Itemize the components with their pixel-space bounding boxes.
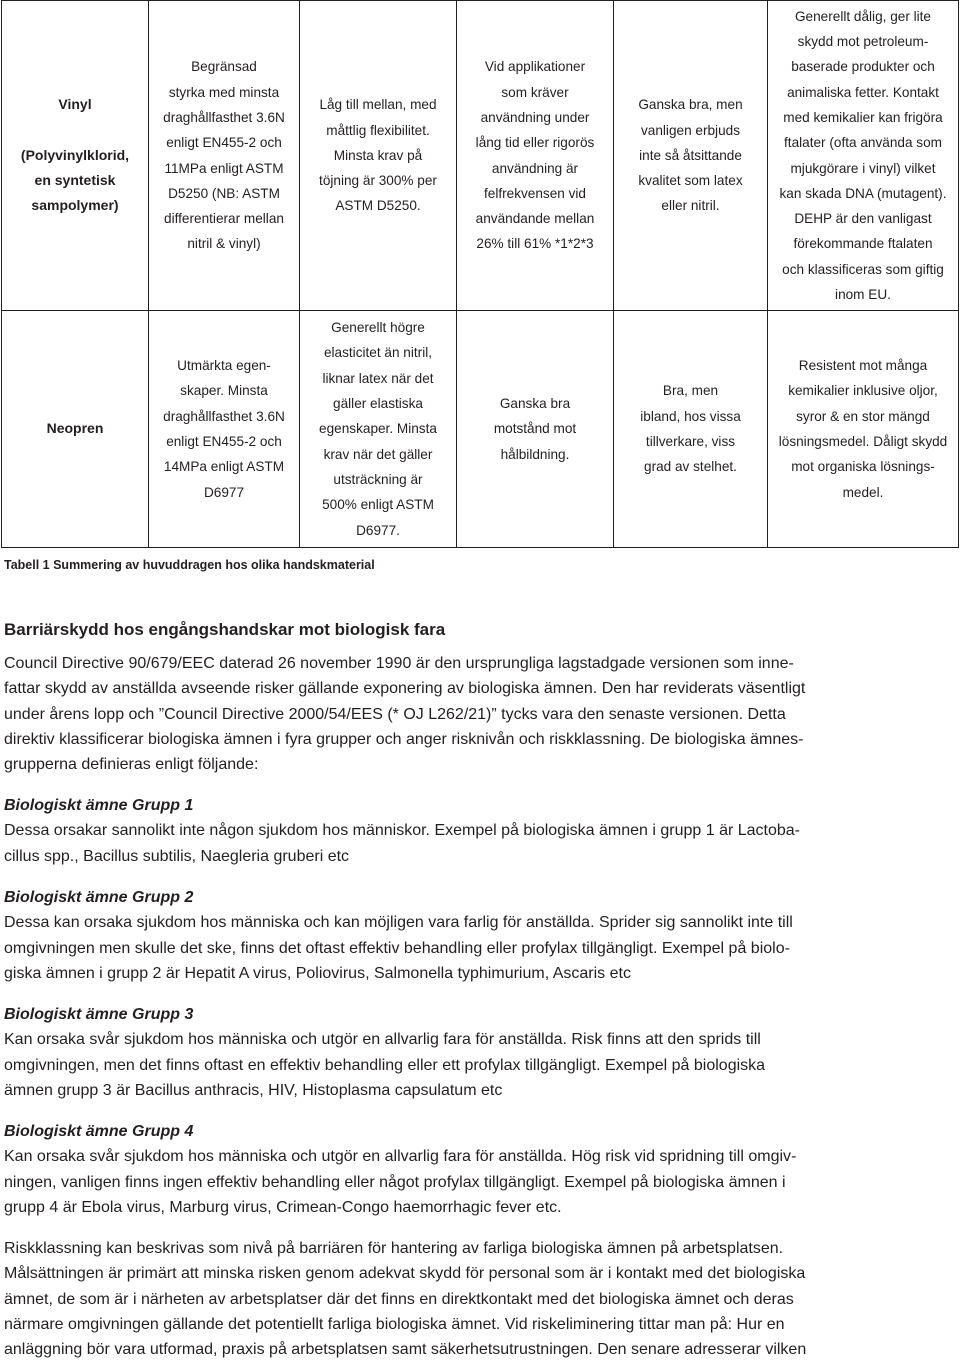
table-caption: Tabell 1 Summering av huvuddragen hos olika handskmaterial	[4, 558, 375, 572]
material-label: Vinyl (Polyvinylklorid, en syntetisk sampolymer)	[20, 96, 130, 214]
table-cell: Begränsad styrka med minsta draghållfasthet 3.6N enligt EN455-2 och 11MPa enligt ASTM D5250 (NB: ASTM differentierar mellan nitril & vinyl)	[149, 1, 300, 311]
materials-table	[1, 0, 959, 548]
group-3-heading: Biologiskt ämne Grupp 3	[4, 1006, 194, 1023]
group-4-block	[4, 1119, 956, 1220]
table-cell: Generellt högre elasticitet än nitril, liknar latex när det gäller elastiska egenskaper. Minsta krav när det gäller utsträckning är 500% enligt ASTM D6977.	[300, 311, 457, 548]
group-1-block	[4, 793, 956, 869]
material-name-neopren: Neopren	[2, 311, 149, 548]
group-3-text: Kan orsaka svår sjukdom hos människa och utgör en allvarlig fara för anställda. Risk finns att den sprids till omgivningen, men det finns oftast en effektiv behandling eller ett profylax tillgängligt. Exempel på biologiska ämnen grupp 3 är Bacillus anthracis, HIV, Histoplasma capsulatum etc	[4, 1031, 766, 1099]
material-name-vinyl	[2, 1, 149, 311]
table-row-vinyl	[2, 1, 959, 311]
group-2-heading: Biologiskt ämne Grupp 2	[4, 889, 194, 906]
section-heading: Barriärskydd hos engångshandskar mot biologisk fara	[4, 620, 446, 639]
table-cell: Bra, men ibland, hos vissa tillverkare, viss grad av stelhet.	[614, 311, 768, 548]
section-intro	[4, 651, 956, 777]
closing-paragraph: Riskklassning kan beskrivas som nivå på barriären för hantering av farliga biologiska ämnen på arbetsplatsen. Målsättningen är primärt att minska risken genom adekvat skydd för personal som är i kontakt med det biologiska ämnet, de som är i närheten av arbetsplatser där det finns en direktkontakt med det biologiska ämnet och deras närmare omgivningen gällande det potentiellt farliga biologiska ämnet. Vid riskeliminering tittar man på: Hur en anläggning bör vara utformad, praxis på arbetsplatsen samt säkerhetsutrustningen. Den senare adresserar vilken	[4, 1240, 807, 1359]
table-cell: Vid applikationer som kräver användning under lång tid eller rigorös användning är felfrekvensen vid användande mellan 26% till 61% *1*2*3	[457, 1, 614, 311]
group-3-block	[4, 1002, 956, 1103]
table-cell: Ganska bra motstånd mot hålbildning.	[457, 311, 614, 548]
table-row-neopren	[2, 311, 959, 548]
group-1-heading: Biologiskt ämne Grupp 1	[4, 797, 194, 814]
intro-paragraph: Council Directive 90/679/EEC daterad 26 november 1990 är den ursprungliga lagstadgade versionen som inne- fattar skydd av anställda avseende risker gällande exponering av biologiska ämnen. Den har reviderats väsentligt under årens lopp och ”Council Directive 2000/54/EES (* OJ L262/21)” tycks vara den senaste versionen. Detta direktiv klassificerar biologiska ämnen i fyra grupper och anger risknivån och riskklassning. De biologiska ämnes- grupperna definieras enligt följande:	[4, 655, 806, 774]
closing-block	[4, 1236, 956, 1362]
table-cell: Generellt dålig, ger lite skydd mot petroleum- baserade produkter och animaliska fetter. Kontakt med kemikalier kan frigöra ftalater (ofta använda som mjukgörare i vinyl) vilket kan skada DNA (mutagent). DEHP är den vanligast förekommande ftalaten och klassificeras som giftig inom EU.	[768, 1, 959, 311]
table-cell: Ganska bra, men vanligen erbjuds inte så åtsittande kvalitet som latex eller nitril.	[614, 1, 768, 311]
group-4-text: Kan orsaka svår sjukdom hos människa och utgör en allvarlig fara för anställda. Hög risk vid spridning till omgiv- ningen, vanligen finns ingen effektiv behandling eller något profylax tillgängligt. Exempel på biologiska ämnen i grupp 4 är Ebola virus, Marburg virus, Crimean-Congo haemorrhagic fever etc.	[4, 1148, 797, 1216]
group-2-text: Dessa kan orsaka sjukdom hos människa och kan möjligen vara farlig för anställda. Sprider sig sannolikt inte till omgivningen men skulle det ske, finns det oftast effektiv behandling eller profylax tillgängligt. Exempel på biolo- giska ämnen i grupp 2 är Hepatit A virus, Poliovirus, Salmonella typhimurium, Ascaris etc	[4, 914, 793, 982]
group-1-text: Dessa orsakar sannolikt inte någon sjukdom hos människor. Exempel på biologiska ämnen i grupp 1 är Lactoba- cillus spp., Bacillus subtilis, Naegleria gruberi etc	[4, 822, 800, 865]
table-cell: Utmärkta egen- skaper. Minsta draghållfasthet 3.6N enligt EN455-2 och 14MPa enligt ASTM D6977	[149, 311, 300, 548]
group-4-heading: Biologiskt ämne Grupp 4	[4, 1123, 194, 1140]
group-2-block	[4, 885, 956, 986]
table-cell: Låg till mellan, med måttlig flexibilitet. Minsta krav på töjning är 300% per ASTM D5250.	[300, 1, 457, 311]
table-cell: Resistent mot många kemikalier inklusive oljor, syror & en stor mängd lösningsmedel. Dåligt skydd mot organiska lösnings- medel.	[768, 311, 959, 548]
